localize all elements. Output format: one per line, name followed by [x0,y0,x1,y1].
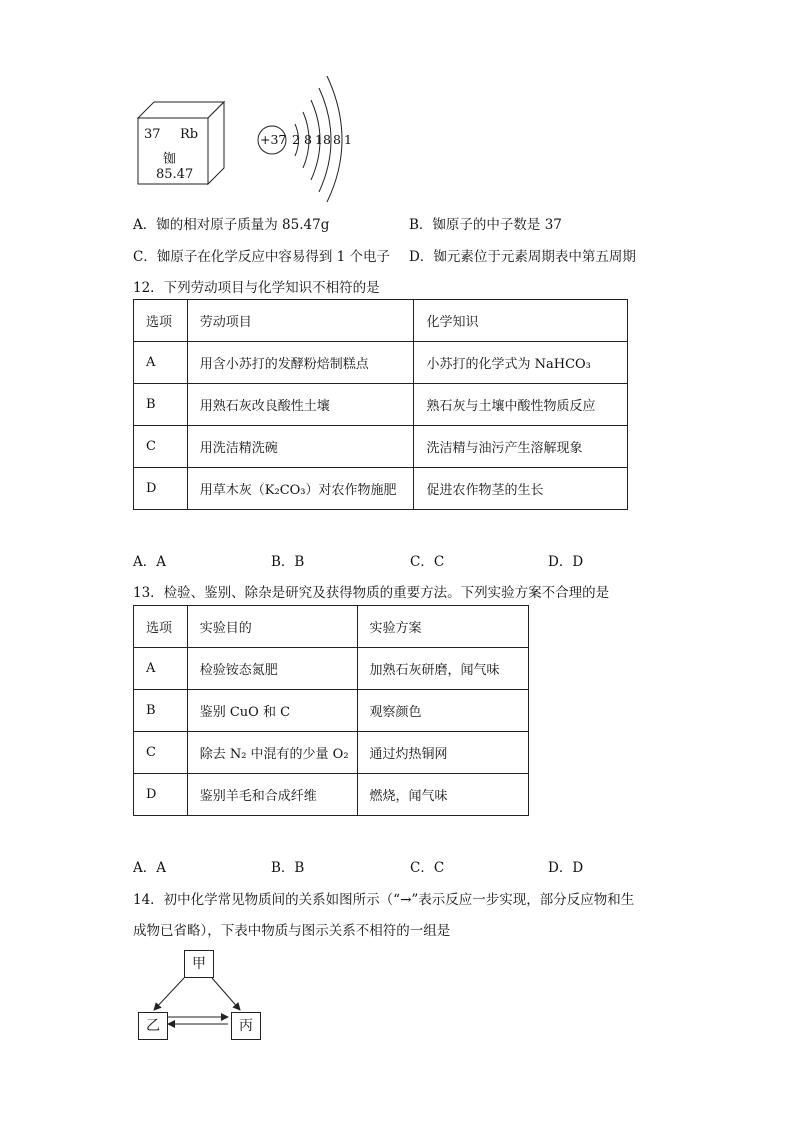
q14-stem-line2: 成物已省略），下表中物质与图示关系不相符的一组是 [133,923,451,939]
table-cell: 小苏打的化学式为 NaHCO₃ [414,342,628,384]
node-yi: 乙 [138,1012,168,1040]
q11-option-c[interactable]: C．铷原子在化学反应中容易得到 1 个电子 [133,249,391,265]
table-row [134,468,628,510]
q12-option-c[interactable]: C．C [410,554,445,570]
table-row [134,384,628,426]
table-cell: 鉴别羊毛和合成纤维 [187,774,357,816]
q13-option-d[interactable]: D．D [548,860,584,876]
table-cell: D [134,468,188,510]
table-cell: 除去 N₂ 中混有的少量 O₂ [187,732,357,774]
q11-option-d[interactable]: D．铷元素位于元素周期表中第五周期 [409,249,636,265]
table-cell: B [134,690,188,732]
table-cell: 鉴别 CuO 和 C [187,690,357,732]
header-cell: 实验目的 [187,606,357,648]
q13-table [133,605,529,816]
header-cell: 选项 [134,606,188,648]
table-cell: C [134,426,188,468]
node-jia: 甲 [184,950,214,978]
element-name: 铷 [163,152,177,167]
shell-2-electrons: 8 [304,132,312,147]
q13-stem: 13．检验、鉴别、除杂是研究及获得物质的重要方法。下列实验方案不合理的是 [133,585,610,601]
q12-option-d[interactable]: D．D [548,554,584,570]
table-header-row [134,300,628,342]
table-row [134,426,628,468]
table-cell: 用洗洁精洗碗 [187,426,414,468]
table-cell: 观察颜色 [357,690,528,732]
table-cell: 促进农作物茎的生长 [414,468,628,510]
table-row [134,732,529,774]
table-header-row [134,606,529,648]
q12-table [133,299,628,510]
table-cell: 用草木灰（K₂CO₃）对农作物施肥 [187,468,414,510]
header-cell: 选项 [134,300,188,342]
q11-option-a[interactable]: A．铷的相对原子质量为 85.47g [133,217,330,233]
header-cell: 化学知识 [414,300,628,342]
table-cell: 检验铵态氮肥 [187,648,357,690]
table-cell: D [134,774,188,816]
header-cell: 劳动项目 [187,300,414,342]
q12-option-b[interactable]: B．B [271,554,305,570]
table-row [134,774,529,816]
node-bing: 丙 [231,1012,261,1040]
header-cell: 实验方案 [357,606,528,648]
table-cell: B [134,384,188,426]
table-cell: A [134,342,188,384]
q14-stem-line1: 14．初中化学常见物质间的关系如图所示（“→”表示反应一步实现，部分反应物和生 [133,892,635,908]
table-cell: 通过灼热铜网 [357,732,528,774]
table-row [134,690,529,732]
q11-option-b[interactable]: B．铷原子的中子数是 37 [409,217,562,233]
table-cell: 加熟石灰研磨，闻气味 [357,648,528,690]
table-row [134,648,529,690]
shell-3-electrons: 18 [315,132,331,147]
element-symbol: Rb [180,127,199,142]
shell-5-electrons: 1 [344,132,352,147]
q12-stem: 12．下列劳动项目与化学知识不相符的是 [133,280,380,296]
table-cell: 用含小苏打的发酵粉焙制糕点 [187,342,414,384]
q12-option-a[interactable]: A．A [133,554,166,570]
table-cell: 用熟石灰改良酸性土壤 [187,384,414,426]
table-cell: 洗洁精与油污产生溶解现象 [414,426,628,468]
element-mass: 85.47 [156,167,194,182]
element-number: 37 [144,127,161,142]
table-cell: C [134,732,188,774]
shell-4-electrons: 8 [333,132,341,147]
q13-option-b[interactable]: B．B [271,860,305,876]
table-cell: 燃烧，闻气味 [357,774,528,816]
q13-option-c[interactable]: C．C [410,860,445,876]
table-cell: A [134,648,188,690]
shell-1-electrons: 2 [292,132,300,147]
nucleus-charge: +37 [260,132,287,147]
table-row [134,342,628,384]
table-cell: 熟石灰与土壤中酸性物质反应 [414,384,628,426]
q13-option-a[interactable]: A．A [133,860,166,876]
